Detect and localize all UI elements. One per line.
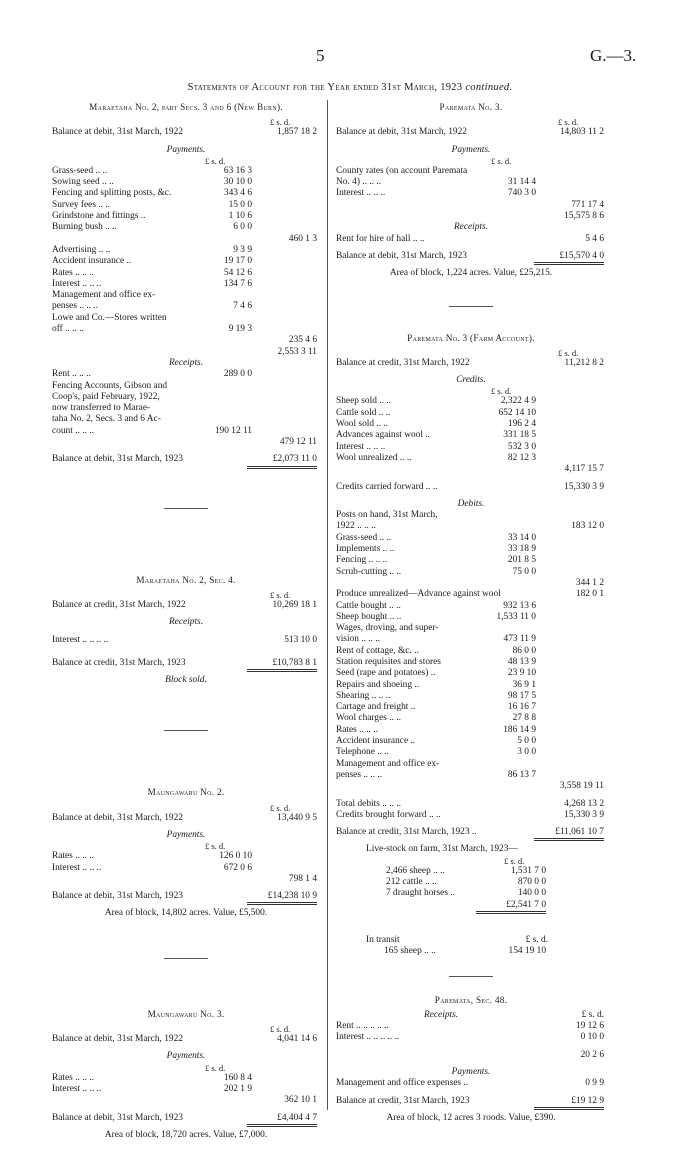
list-item <box>336 188 606 199</box>
item-amount: 740 3 0 <box>507 188 536 199</box>
item-amount: 160 8 4 <box>223 1072 252 1083</box>
produce-row: Produce unrealized—Advance against wool 182 0 1 <box>336 589 604 600</box>
item-amount: 190 12 11 <box>214 425 252 436</box>
item-label: Fencing Accounts, Gibson and <box>52 380 168 391</box>
list-item <box>336 510 606 521</box>
item-label: Rent of cottage, &c. .. <box>336 645 419 656</box>
list-item <box>336 877 606 888</box>
list-item <box>336 747 606 758</box>
rent-row: Rent for hire of hall .. .. 5 4 6 <box>336 233 604 244</box>
section-heading: Maungawaru No. 3. <box>147 1008 225 1019</box>
item-amount: 98 17 5 <box>507 690 536 701</box>
list-item <box>52 256 320 267</box>
item-amount: 54 12 6 <box>223 267 252 278</box>
list-item <box>52 222 320 233</box>
item-amount: 9 3 9 <box>233 244 252 255</box>
currency-header: £ s. d. <box>205 1062 226 1073</box>
opening-balance-row: Balance at debit, 31st March, 1922 13,440 9 5 <box>52 812 317 823</box>
item-amount: 126 0 10 <box>219 851 252 862</box>
item-amount: 19 12 6 <box>575 1021 604 1032</box>
receipts-list <box>336 1021 606 1044</box>
livestock-label: Live-stock on farm, 31st March, 1923— <box>366 844 518 855</box>
item-label: off .. .. .. <box>52 324 84 335</box>
item-label: Scrub-cutting .. .. <box>336 566 402 577</box>
list-item <box>336 691 606 702</box>
item-label: Grass-seed .. .. <box>52 165 108 176</box>
item-amount: 5 0 0 <box>517 736 536 747</box>
item-amount: 1,531 7 0 <box>510 865 546 876</box>
item-amount: 0 10 0 <box>580 1032 604 1043</box>
item-amount: 3 0 0 <box>517 747 536 758</box>
posts-total-row: 183 12 0 <box>571 521 604 532</box>
item-label: Fencing and splitting posts, &c. <box>52 188 172 199</box>
item-label: Wool charges .. .. <box>336 713 401 724</box>
list-item <box>336 888 606 899</box>
item-label: Rates .. .. .. <box>52 851 94 862</box>
item-label: Grindstone and fittings .. <box>52 211 146 222</box>
list-item <box>336 646 606 657</box>
receipts-list <box>52 369 320 437</box>
list-item <box>52 414 320 425</box>
transit-row: 165 sheep .. .. 154 19 10 <box>384 946 546 957</box>
list-item <box>336 770 606 781</box>
livestock-list <box>336 866 606 900</box>
payments-list <box>52 851 320 874</box>
list-item <box>52 188 320 199</box>
subtotal-row: 235 4 6 <box>288 335 317 346</box>
item-label: Grass-seed .. .. <box>336 532 392 543</box>
item-amount: 23 9 10 <box>507 668 536 679</box>
item-amount: 31 14 4 <box>507 177 536 188</box>
section-separator <box>449 306 493 307</box>
page-title <box>0 82 700 93</box>
receipts-label: Receipts. <box>168 357 204 368</box>
opening-balance-row: Balance at credit, 31st March, 1922 11,212 8 2 <box>336 357 604 368</box>
item-amount: 75 0 0 <box>512 566 536 577</box>
item-label: 2,466 sheep .. .. <box>386 865 445 876</box>
list-item <box>336 702 606 713</box>
column-divider <box>327 100 328 1110</box>
payments-label: Payments. <box>451 144 491 155</box>
credits-label: Credits. <box>456 375 486 386</box>
title-text: Statements of Account for the Year ended 31st March, 1923 <box>187 82 463 93</box>
item-amount: 343 4 6 <box>223 188 252 199</box>
item-amount: 870 0 0 <box>517 877 546 888</box>
item-label: Accident insurance .. <box>52 256 132 267</box>
currency-header: £ s. d. <box>491 155 512 166</box>
item-label: taha No. 2, Secs. 3 and 6 Ac- <box>52 414 161 425</box>
currency-header: £ s. d. <box>205 841 226 852</box>
total-row: 2,553 3 11 <box>277 346 317 357</box>
item-amount: 9 19 3 <box>228 324 252 335</box>
item-label: Cattle sold .. .. <box>336 407 391 418</box>
list-item <box>336 419 606 430</box>
list-item <box>336 713 606 724</box>
debits-subtotal-row: 344 1 2 <box>575 577 604 588</box>
item-amount: 134 7 6 <box>223 278 252 289</box>
list-item <box>336 177 606 188</box>
section-heading: Maraetaha No. 2, part Secs. 3 and 6 (New Burn). <box>89 102 283 112</box>
list-item <box>336 657 606 668</box>
area-note: Area of block, 12 acres 3 roods. Value, £390. <box>386 1112 556 1123</box>
area-note: Area of block, 18,720 acres. Value, £7,000. <box>104 1129 268 1140</box>
opening-balance-row: Balance at debit, 31st March, 1922 4,041 14 6 <box>52 1034 317 1045</box>
closing-balance-row: Balance at debit, 31st March, 1923 £4,404 4 7 <box>52 1113 320 1124</box>
item-label: Rates .. .. .. <box>52 1072 94 1083</box>
item-label: Wool sold .. .. <box>336 419 389 430</box>
list-item <box>336 601 606 612</box>
item-amount: 82 12 3 <box>507 452 536 463</box>
currency-header: £ s. d. <box>270 589 291 600</box>
item-label: Interest .. .. .. <box>336 441 386 452</box>
payments-label: Payments. <box>166 144 206 155</box>
currency-header: £ s. d. <box>270 117 291 128</box>
list-item <box>52 1073 320 1084</box>
payments-list-2 <box>52 245 320 335</box>
section-separator <box>164 730 208 731</box>
item-amount: 7 4 6 <box>233 301 252 312</box>
section-heading: Maungawaru No. 2. <box>147 787 225 798</box>
debits-subtotal-row: 3,558 19 11 <box>559 781 604 792</box>
item-amount: 2,322 4 9 <box>500 396 536 407</box>
item-label: 1922 .. .. .. <box>336 521 376 532</box>
list-item <box>52 211 320 222</box>
item-label: Management and office ex- <box>52 290 156 301</box>
item-label: No. 4) .. .. .. <box>336 177 382 188</box>
section-heading: Paremata, Sec. 48. <box>434 994 508 1005</box>
item-amount: 1 10 6 <box>228 211 252 222</box>
item-label: Advertising .. .. <box>52 244 111 255</box>
item-label: Fencing .. .. .. <box>336 555 388 566</box>
item-label: 7 draught horses .. <box>386 888 455 899</box>
list-item <box>336 555 606 566</box>
opening-balance-row: Balance at credit, 31st March, 1922 10,269 18 1 <box>52 599 317 610</box>
currency-header: £ s. d. <box>270 1024 291 1035</box>
list-item <box>52 279 320 290</box>
item-label: Management and office ex- <box>336 758 440 769</box>
list-item <box>336 408 606 419</box>
list-item <box>336 544 606 555</box>
item-amount: 289 0 0 <box>223 369 252 380</box>
item-label: Cattle bought .. .. <box>336 600 401 611</box>
list-item <box>336 612 606 623</box>
currency-header: £ s. d. <box>270 802 291 813</box>
item-label: Wages, droving, and super- <box>336 623 439 634</box>
list-item <box>52 392 320 403</box>
list-item <box>336 680 606 691</box>
credits-list <box>336 396 606 464</box>
item-label: Seed (rape and potatoes) .. <box>336 668 436 679</box>
receipts-label: Receipts. <box>453 222 489 233</box>
payments-list <box>52 166 320 234</box>
payments-total-row: 798 1 4 <box>288 873 317 884</box>
item-label: Burning bush .. .. <box>52 222 117 233</box>
currency-header: £ s. d. <box>504 855 525 866</box>
currency-header: £ s. d. <box>205 155 226 166</box>
closing-balance-row: Balance at credit, 31st March, 1923 £19 12 9 <box>336 1096 606 1107</box>
list-item <box>52 381 320 392</box>
list-item <box>52 268 320 279</box>
section-separator <box>164 508 208 509</box>
list-item <box>336 567 606 578</box>
item-label: Interest .. .. .. <box>336 188 386 199</box>
item-amount: 86 13 7 <box>507 769 536 780</box>
list-item <box>336 634 606 645</box>
item-label: Telephone .. .. <box>336 747 389 758</box>
list-item <box>52 177 320 188</box>
item-label: Sheep bought .. .. <box>336 611 402 622</box>
closing-balance-row: Balance at debit, 31st March, 1923 £14,238 10 9 <box>52 891 320 902</box>
item-amount: 201 8 5 <box>507 555 536 566</box>
section-heading: Maraetaha No. 2, Sec. 4. <box>136 574 236 585</box>
item-label: Station requisites and stores <box>336 656 441 667</box>
item-amount: 672 0 6 <box>223 862 252 873</box>
receipts-total-row: 479 12 11 <box>279 437 317 448</box>
item-amount: 932 13 6 <box>503 600 536 611</box>
section-separator <box>449 976 493 977</box>
list-item <box>336 453 606 464</box>
currency-header: £ s. d. <box>558 117 579 128</box>
page-number: 5 <box>316 46 325 65</box>
item-amount: 331 18 5 <box>503 430 536 441</box>
item-amount: 1,533 11 0 <box>496 611 536 622</box>
item-label: penses .. .. .. <box>52 301 99 312</box>
item-label: Coop's, paid February, 1922, <box>52 391 160 402</box>
item-amount: 48 13 9 <box>507 656 536 667</box>
payments-label: Payments. <box>451 1067 491 1077</box>
item-label: Rates .. .. .. <box>336 724 378 735</box>
area-note: Area of block, 1,224 acres. Value, £25,215. <box>389 268 553 279</box>
debits-label: Debits. <box>457 498 485 509</box>
credits-carried-row: Credits carried forward .. .. 15,330 3 9 <box>336 481 604 492</box>
payments-total-row: 771 17 4 <box>571 199 604 210</box>
opening-balance-row: Balance at debit, 31st March, 1922 14,803 11 2 <box>336 127 604 138</box>
item-label: Interest .. .. .. <box>52 1083 102 1094</box>
receipts-total-row: 20 2 6 <box>580 1049 604 1060</box>
item-label: Shearing .. .. .. <box>336 690 391 701</box>
list-item <box>52 301 320 312</box>
right-column <box>336 100 606 1124</box>
credits-total-row: 4,117 15 7 <box>564 464 604 475</box>
item-amount: 36 9 1 <box>512 679 536 690</box>
subtotal-row: 15,575 8 6 <box>564 211 604 222</box>
list-item <box>336 668 606 679</box>
item-label: Advances against wool .. <box>336 430 430 441</box>
area-note: Area of block, 14,802 acres. Value, £5,500. <box>104 908 268 919</box>
livestock-total-row: £2,541 7 0 <box>336 900 606 911</box>
item-label: Rent .. .. .. .. .. <box>336 1021 389 1032</box>
payments-total-row: 362 10 1 <box>284 1095 317 1106</box>
opening-balance-row: Balance at debit, 31st March, 1922 1,857 18 2 <box>52 127 317 138</box>
item-label: Repairs and shoeing .. <box>336 679 420 690</box>
list-item <box>52 863 320 874</box>
list-item <box>52 245 320 256</box>
item-label: count .. .. .. <box>52 425 94 436</box>
item-amount: 196 2 4 <box>507 419 536 430</box>
total-debits-row: Total debits .. .. .. 4,268 13 2 <box>336 798 604 809</box>
item-amount: 202 1 9 <box>223 1083 252 1094</box>
item-label: County rates (on account Paremata <box>336 165 468 176</box>
transit-label-row: In transit £ s. d. <box>366 934 548 945</box>
item-amount: 532 3 0 <box>507 441 536 452</box>
block-sold-note: Block sold. <box>165 675 207 686</box>
item-label: Posts on hand, 31st March, <box>336 510 438 521</box>
list-item <box>52 324 320 335</box>
currency-header: £ s. d. <box>491 386 512 397</box>
list-item <box>52 166 320 177</box>
list-item <box>336 759 606 770</box>
list-item <box>336 1021 606 1032</box>
document-reference: G.—3. <box>590 46 637 65</box>
list-item <box>336 866 606 877</box>
closing-balance-row: Balance at credit, 31st March, 1923 £10,783 8 1 <box>52 658 320 669</box>
closing-balance-row: Balance at debit, 31st March, 1923 £15,570 4 0 <box>336 251 606 262</box>
payments-label: Payments. <box>166 1051 206 1062</box>
item-label: Interest .. .. .. <box>52 278 102 289</box>
item-label: Survey fees .. .. <box>52 199 111 210</box>
item-label: Sowing seed .. .. <box>52 177 114 188</box>
item-label: Interest .. .. .. .. .. <box>336 1032 400 1043</box>
item-label: Sheep sold .. .. <box>336 396 391 407</box>
item-amount: 15 0 0 <box>228 199 252 210</box>
list-item <box>52 200 320 211</box>
management-row: Management and office expenses .. 0 9 9 <box>336 1078 604 1089</box>
item-label: 212 cattle .. .. <box>386 877 437 888</box>
payments-list <box>52 1073 320 1096</box>
item-amount: 86 0 0 <box>512 645 536 656</box>
left-column <box>52 100 320 1141</box>
currency-header: £ s. d. <box>558 347 579 358</box>
subtotal-row: 460 1 3 <box>288 233 317 244</box>
receipts-label-row: Receipts. £ s. d. <box>424 1009 604 1020</box>
title-continued: continued. <box>465 82 513 93</box>
list-item <box>52 851 320 862</box>
interest-row: Interest .. .. .. .. 513 10 0 <box>52 634 317 645</box>
item-label: Lowe and Co.—Stores written <box>52 312 167 323</box>
item-amount: 33 14 0 <box>507 532 536 543</box>
item-label: Rent .. .. .. <box>52 369 91 380</box>
item-label: Implements .. .. <box>336 544 395 555</box>
closing-balance-row: Balance at credit, 31st March, 1923 .. £11,061 10 7 <box>336 827 606 838</box>
payments-label: Payments. <box>166 829 206 840</box>
item-amount: 186 14 9 <box>503 724 536 735</box>
list-item <box>52 313 320 324</box>
item-label: penses .. .. .. <box>336 769 383 780</box>
item-label: vision .. .. .. <box>336 634 381 645</box>
list-item <box>52 426 320 437</box>
list-item <box>336 725 606 736</box>
section-heading: Paremata No. 3 (Farm Account). <box>407 332 535 343</box>
list-item <box>336 166 606 177</box>
list-item <box>336 430 606 441</box>
list-item <box>336 736 606 747</box>
item-amount: 19 17 0 <box>223 256 252 267</box>
list-item <box>336 396 606 407</box>
list-item <box>52 290 320 301</box>
item-amount: 473 11 9 <box>503 634 536 645</box>
item-amount: 652 14 10 <box>498 407 536 418</box>
receipts-label: Receipts. <box>168 617 204 628</box>
credits-brought-row: Credits brought forward .. .. 15,330 3 9 <box>336 809 604 820</box>
item-amount: 16 16 7 <box>507 702 536 713</box>
list-item <box>52 403 320 414</box>
item-label: Wool unrealized .. .. <box>336 452 412 463</box>
section-heading: Paremata No. 3. <box>439 102 503 112</box>
payments-list <box>336 166 606 200</box>
item-amount: 30 10 0 <box>223 177 252 188</box>
list-item <box>336 442 606 453</box>
item-amount: 63 16 3 <box>223 165 252 176</box>
list-item <box>52 369 320 380</box>
item-label: now transferred to Marae- <box>52 403 151 414</box>
item-amount: 27 8 8 <box>512 713 536 724</box>
item-amount: 140 0 0 <box>517 888 546 899</box>
item-amount: 33 18 9 <box>507 544 536 555</box>
item-label: Accident insurance .. <box>336 736 416 747</box>
item-amount: 6 0 0 <box>233 222 252 233</box>
list-item <box>336 623 606 634</box>
item-label: Cartage and freight .. <box>336 702 416 713</box>
list-item <box>52 1084 320 1095</box>
item-label: Interest .. .. .. <box>52 862 102 873</box>
list-item <box>336 533 606 544</box>
closing-balance-row: Balance at debit, 31st March, 1923 £2,073 11 0 <box>52 454 320 465</box>
list-item <box>336 1032 606 1043</box>
debits-list-2 <box>336 601 606 782</box>
section-separator <box>164 958 208 959</box>
debits-list-1 <box>336 533 606 578</box>
item-label: Rates .. .. .. <box>52 267 94 278</box>
